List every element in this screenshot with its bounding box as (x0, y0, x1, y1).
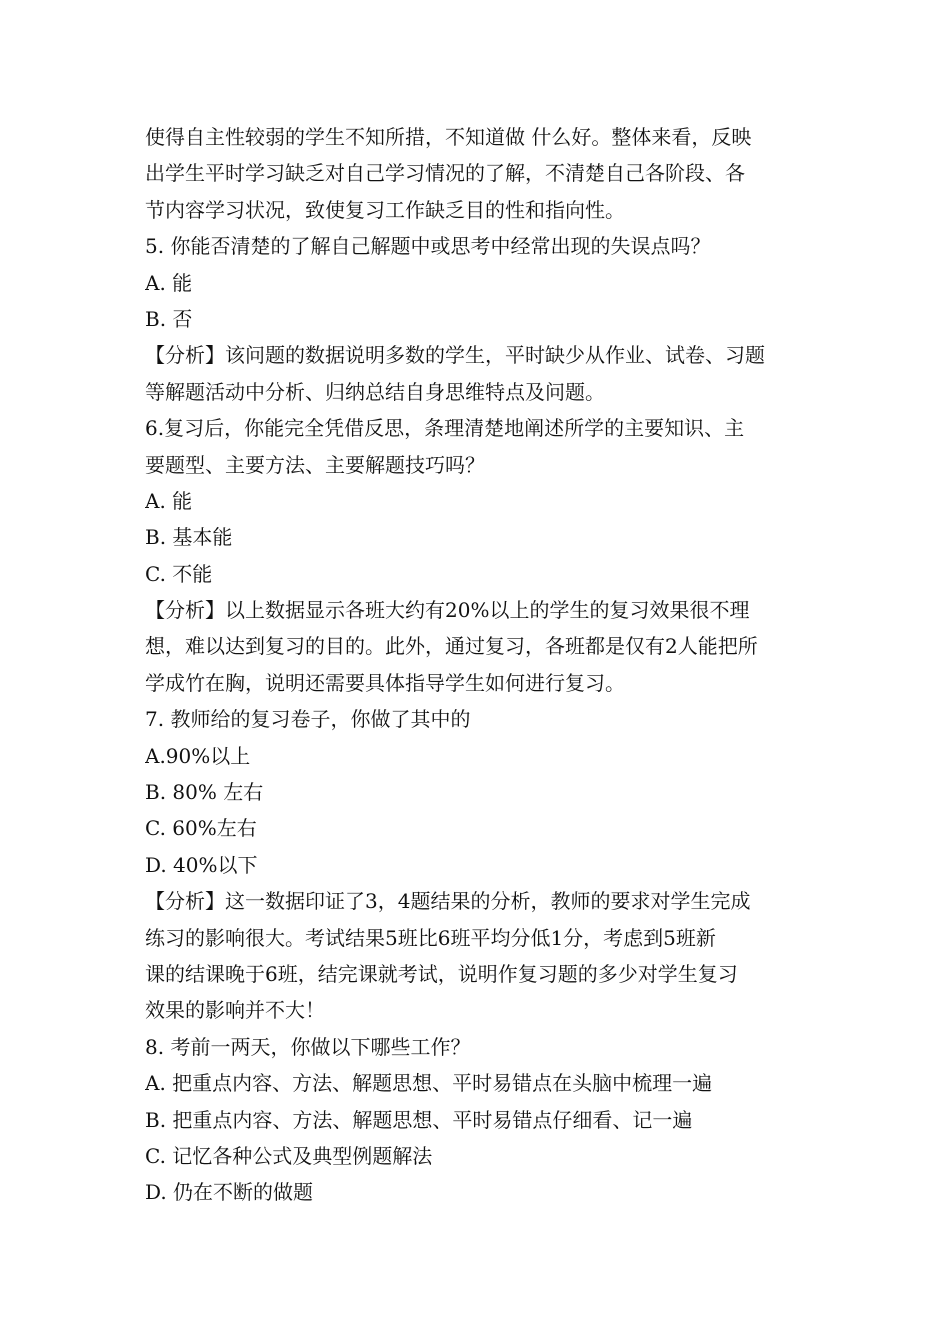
paragraph-line: 使得自主性较弱的学生不知所措，不知道做 什么好。整体来看，反映 (145, 125, 752, 149)
question-7: 7. 教师给的复习卷子，你做了其中的 (145, 707, 471, 732)
analysis-line: 【分析】以上数据显示各班大约有20%以上的学生的复习效果很不理 (145, 598, 750, 623)
paragraph-line: 出学生平时学习缺乏对自己学习情况的了解，不清楚自己各阶段、各 (145, 161, 745, 186)
option-line: C. 记忆各种公式及典型例题解法 (145, 1143, 433, 1168)
option-line: B. 否 (145, 306, 193, 331)
document-body (145, 119, 815, 1211)
analysis-line: 【分析】该问题的数据说明多数的学生，平时缺少从作业、试卷、习题 (145, 343, 765, 368)
option-line: B. 80% 左右 (145, 780, 264, 805)
analysis-line: 【分析】这一数据印证了3，4题结果的分析，教师的要求对学生完成 (145, 889, 751, 914)
analysis-line: 等解题活动中分析、归纳总结自身思维特点及问题。 (145, 379, 605, 404)
option-line: A. 能 (145, 488, 193, 513)
option-line: B. 把重点内容、方法、解题思想、平时易错点仔细看、记一遍 (145, 1107, 693, 1132)
analysis-line: 想，难以达到复习的目的。此外，通过复习，各班都是仅有2人能把所 (145, 634, 758, 659)
option-line: A. 能 (145, 270, 193, 295)
option-line: D. 40%以下 (145, 852, 258, 877)
option-line: A.90%以上 (145, 743, 251, 768)
option-line: B. 基本能 (145, 525, 233, 550)
analysis-line: 效果的影响并不大！ (145, 998, 325, 1023)
option-line: C. 不能 (145, 561, 213, 586)
question-8: 8. 考前一两天，你做以下哪些工作？ (145, 1034, 471, 1059)
analysis-line: 课的结课晚于6班，结完课就考试，说明作复习题的多少对学生复习 (145, 961, 738, 986)
analysis-line: 学成竹在胸，说明还需要具体指导学生如何进行复习。 (145, 670, 625, 695)
paragraph-line: 节内容学习状况，致使复习工作缺乏目的性和指向性。 (145, 197, 625, 222)
option-line: A. 把重点内容、方法、解题思想、平时易错点在头脑中梳理一遍 (145, 1071, 713, 1096)
analysis-line: 练习的影响很大。考试结果5班比6班平均分低1分，考虑到5班新 (145, 925, 716, 950)
question-5: 5. 你能否清楚的了解自己解题中或思考中经常出现的失误点吗？ (145, 234, 711, 259)
question-6-cont: 要题型、主要方法、主要解题技巧吗？ (145, 452, 485, 477)
question-6: 6.复习后，你能完全凭借反思，条理清楚地阐述所学的主要知识、主 (145, 416, 745, 441)
option-line: D. 仍在不断的做题 (145, 1180, 314, 1205)
option-line: C. 60%左右 (145, 816, 257, 841)
